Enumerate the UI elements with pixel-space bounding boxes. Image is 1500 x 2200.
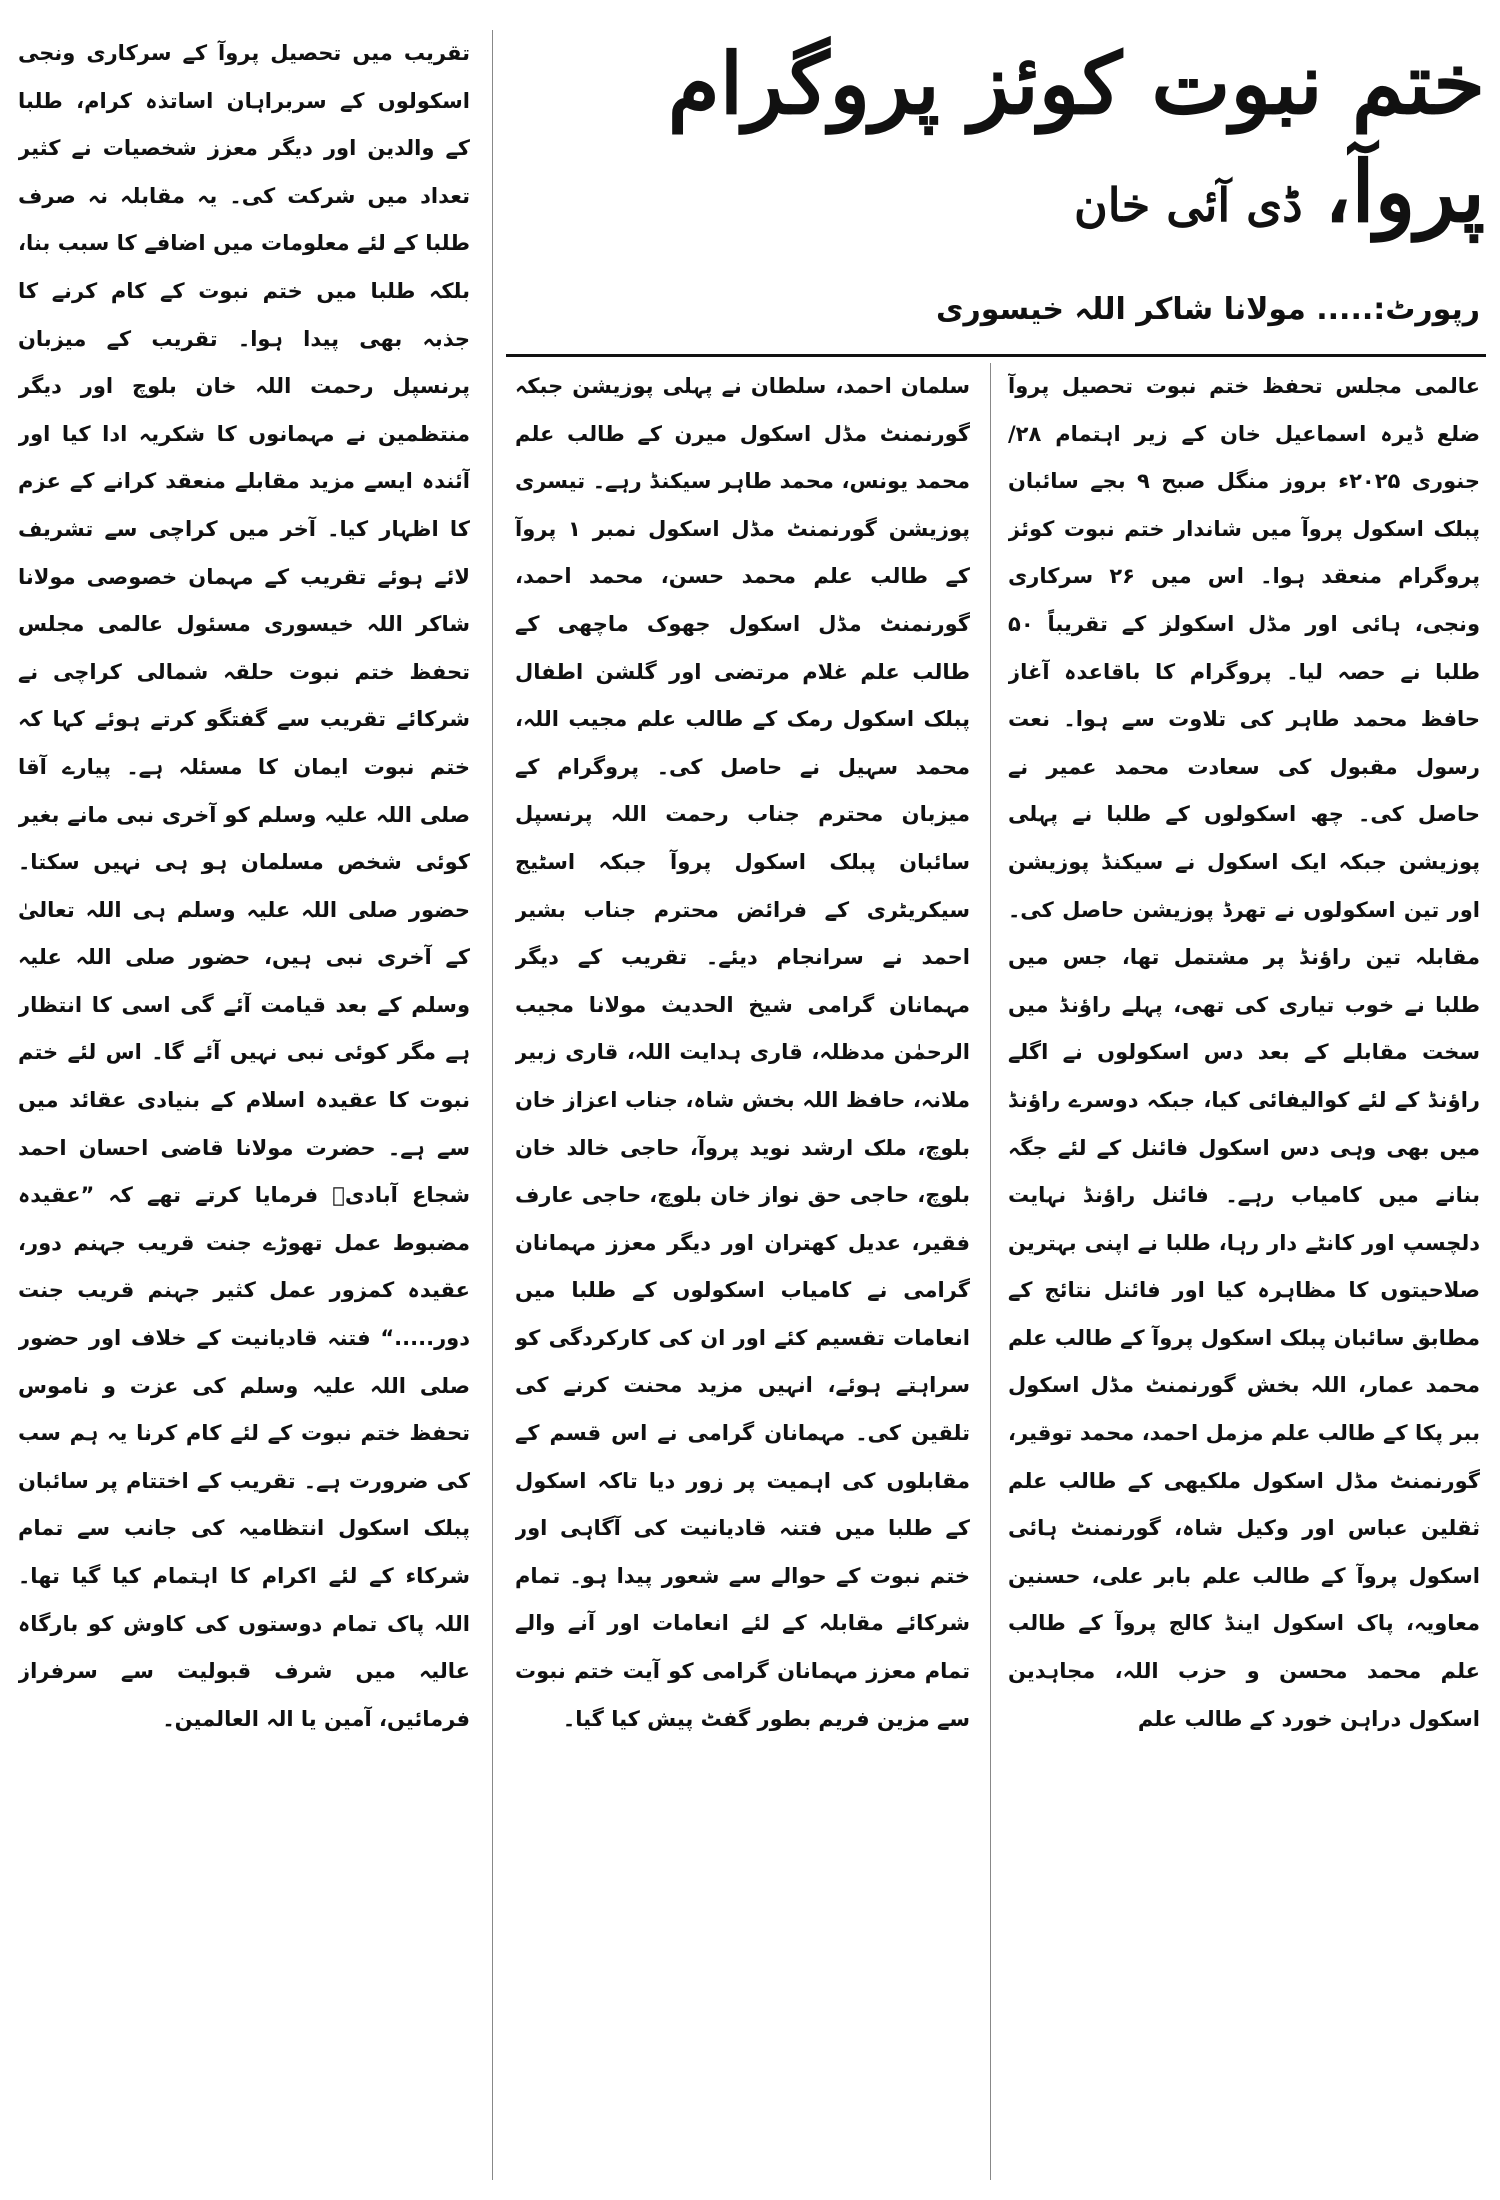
article-column-middle	[515, 363, 970, 2180]
article-column-right	[1008, 363, 1480, 2180]
article-headline	[520, 30, 1485, 246]
column-divider-left	[492, 30, 493, 2180]
byline-divider	[506, 354, 1486, 357]
column-right-text: عالمی مجلس تحفظ ختم نبوت تحصیل پروآ ضلع ڈیرہ اسماعیل خان کے زیر اہتمام ۲۸/ جنوری ۲۰۲۵ء بروز منگل صبح ۹ بجے سائبان پبلک اسکول پروآ میں شاندار ختم نبوت کوئز پروگرام منعقد ہوا۔ اس میں ۲۶ سرکاری ونجی، ہائی اور مڈل اسکولز کے تقریباً ۵۰ طلبا نے حصہ لیا۔ پروگرام کا باقاعدہ آغاز حافظ محمد طاہر کی تلاوت سے ہوا۔ نعت رسول مقبول کی سعادت محمد عمیر نے حاصل کی۔ چھ اسکولوں کے طلبا نے پہلی پوزیشن جبکہ ایک اسکول نے سیکنڈ پوزیشن اور تین اسکولوں نے تھرڈ پوزیشن حاصل کی۔ مقابلہ تین راؤنڈ پر مشتمل تھا، جس میں طلبا نے خوب تیاری کی تھی، پہلے راؤنڈ میں سخت مقابلے کے بعد دس اسکولوں نے اگلے راؤنڈ کے لئے کوالیفائی کیا، جبکہ دوسرے راؤنڈ میں بھی وہی دس اسکول فائنل کے لئے جگہ بنانے میں کامیاب رہے۔ فائنل راؤنڈ نہایت دلچسپ اور کانٹے دار رہا، طلبا نے اپنی بہترین صلاحیتوں کا مظاہرہ کیا اور فائنل نتائج کے مطابق سائبان پبلک اسکول پروآ کے طالب علم محمد عمار، اللہ بخش گورنمنٹ مڈل اسکول ببر پکا کے طالب علم مزمل احمد، محمد توقیر، گورنمنٹ مڈل اسکول ملکیھی کے طالب علم ثقلین عباس اور وکیل شاہ، گورنمنٹ ہائی اسکول پروآ کے طالب علم بابر علی، حسنین معاویہ، پاک اسکول اینڈ کالج پروآ کے طالب علم محمد محسن و حزب اللہ، مجاہدین اسکول دراہن خورد کے طالب علم	[1008, 374, 1480, 1731]
headline-main: ختم نبوت کوئز پروگرام پروآ،	[667, 34, 1485, 241]
column-divider-right	[990, 363, 991, 2180]
article-column-left	[18, 30, 470, 2180]
headline-location: ڈی آئی خان	[1073, 178, 1303, 232]
article-byline: رپورٹ:..... مولانا شاکر اللہ خیسوری	[936, 292, 1480, 327]
column-left-text: تقریب میں تحصیل پروآ کے سرکاری ونجی اسکولوں کے سربراہان اساتذہ کرام، طلبا کے والدین اور دیگر معزز شخصیات نے کثیر تعداد میں شرکت کی۔ یہ مقابلہ نہ صرف طلبا کے لئے معلومات میں اضافے کا سبب بنا، بلکہ طلبا میں ختم نبوت کے کام کرنے کا جذبہ بھی پیدا ہوا۔ تقریب کے میزبان پرنسپل رحمت اللہ خان بلوچ اور دیگر منتظمین نے مہمانوں کا شکریہ ادا کیا اور آئندہ ایسے مزید مقابلے منعقد کرانے کے عزم کا اظہار کیا۔ آخر میں کراچی سے تشریف لائے ہوئے تقریب کے مہمان خصوصی مولانا شاکر اللہ خیسوری مسئول عالمی مجلس تحفظ ختم نبوت حلقہ شمالی کراچی نے شرکائے تقریب سے گفتگو کرتے ہوئے کہا کہ ختم نبوت ایمان کا مسئلہ ہے۔ پیارے آقا صلی اللہ علیہ وسلم کو آخری نبی مانے بغیر کوئی شخص مسلمان ہو ہی نہیں سکتا۔ حضور صلی اللہ علیہ وسلم ہی اللہ تعالیٰ کے آخری نبی ہیں، حضور صلی اللہ علیہ وسلم کے بعد قیامت آئے گی اسی کا انتظار ہے مگر کوئی نبی نہیں آئے گا۔ اس لئے ختم نبوت کا عقیدہ اسلام کے بنیادی عقائد میں سے ہے۔ حضرت مولانا قاضی احسان احمد شجاع آبادیؒ فرمایا کرتے تھے کہ ”عقیدہ مضبوط عمل تھوڑے جنت قریب جہنم دور، عقیدہ کمزور عمل کثیر جہنم قریب جنت دور.....“ فتنہ قادیانیت کے خلاف اور حضور صلی اللہ علیہ وسلم کی عزت و ناموس تحفظ ختم نبوت کے لئے کام کرنا یہ ہم سب کی ضرورت ہے۔ تقریب کے اختتام پر سائبان پبلک اسکول انتظامیہ کی جانب سے تمام شرکاء کے لئے اکرام کا اہتمام کیا گیا تھا۔ اللہ پاک تمام دوستوں کی کاوش کو بارگاہ عالیہ میں شرف قبولیت سے سرفراز فرمائیں، آمین یا الہ العالمین۔	[18, 41, 470, 1731]
column-middle-text: سلمان احمد، سلطان نے پہلی پوزیشن جبکہ گورنمنٹ مڈل اسکول میرن کے طالب علم محمد یونس، محمد طاہر سیکنڈ رہے۔ تیسری پوزیشن گورنمنٹ مڈل اسکول نمبر ۱ پروآ کے طالب علم محمد حسن، محمد احمد، گورنمنٹ مڈل اسکول جھوک ماچھی کے طالب علم غلام مرتضی اور گلشن اطفال پبلک اسکول رمک کے طالب علم مجیب اللہ، محمد سہیل نے حاصل کی۔ پروگرام کے میزبان محترم جناب رحمت اللہ پرنسپل سائبان پبلک اسکول پروآ جبکہ اسٹیج سیکریٹری کے فرائض محترم جناب بشیر احمد نے سرانجام دیئے۔ تقریب کے دیگر مہمانان گرامی شیخ الحدیث مولانا مجیب الرحمٰن مدظلہ، قاری ہدایت اللہ، قاری زبیر ملانہ، حافظ اللہ بخش شاہ، جناب اعزاز خان بلوچ، ملک ارشد نوید پروآ، حاجی خالد خان بلوچ، حاجی حق نواز خان بلوچ، حاجی عارف فقیر، عدیل کھتران اور دیگر معزز مہمانان گرامی نے کامیاب اسکولوں کے طلبا میں انعامات تقسیم کئے اور ان کی کارکردگی کو سراہتے ہوئے، انہیں مزید محنت کرنے کی تلقین کی۔ مہمانان گرامی نے اس قسم کے مقابلوں کی اہمیت پر زور دیا تاکہ اسکول کے طلبا میں فتنہ قادیانیت کی آگاہی اور ختم نبوت کے حوالے سے شعور پیدا ہو۔ تمام شرکائے مقابلہ کے لئے انعامات اور آنے والے تمام معزز مہمانان گرامی کو آیت ختم نبوت سے مزین فریم بطور گفٹ پیش کیا گیا۔	[515, 374, 970, 1731]
